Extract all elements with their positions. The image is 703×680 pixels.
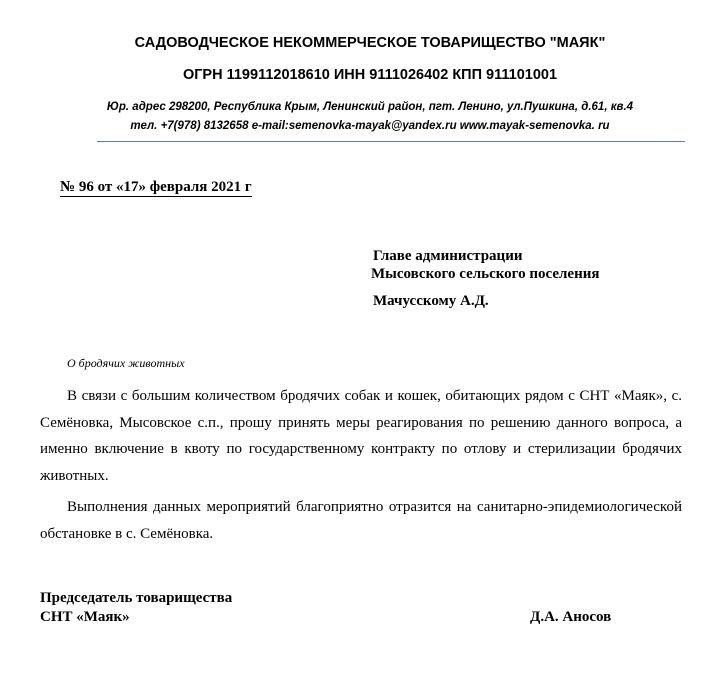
signature-organization: СНТ «Маяк»: [40, 609, 130, 625]
signature-title: Председатель товарищества: [40, 590, 233, 606]
document-number-date: № 96 от «17» февраля 2021 г: [60, 179, 252, 195]
signature-name: Д.А. Аносов: [530, 609, 612, 625]
addressee-name: Мачусскому А.Д.: [373, 293, 489, 309]
body-paragraph-1: В связи с большим количеством бродячих собак и кошек, обитающих рядом с СНТ «Маяк», с. Семёновка, Мысовское с.п., прошу принять меры реагирования по решению данного вопроса, а именно включение в квоту по государственному контракту по отлову и стерилизации бродячих животных.: [40, 388, 682, 484]
addressee-position: Главе администрации: [373, 248, 523, 264]
letterhead-org-name: САДОВОДЧЕСКОЕ НЕКОММЕРЧЕСКОЕ ТОВАРИЩЕСТВО "МАЯК": [134, 35, 606, 51]
body-paragraph-2: Выполнения данных мероприятий благоприятно отразится на санитарно-эпидемиологической обстановке в с. Семёновка.: [40, 499, 682, 542]
document-subject: О бродячих животных: [67, 356, 185, 370]
letterhead-registration-ids: ОГРН 1199112018610 ИНН 9111026402 КПП 911101001: [182, 67, 558, 83]
addressee-organization: Мысовского сельского поселения: [371, 266, 600, 282]
letterhead-legal-address: Юр. адрес 298200, Республика Крым, Ленинский район, пгт. Ленино, ул.Пушкина, д.61, кв.4: [106, 101, 634, 113]
letterhead-contacts: тел. +7(978) 8132658 e-mail:semenovka-mayak@yandex.ru www.mayak-semenovka. ru: [130, 120, 610, 132]
letterhead-divider: [97, 141, 685, 142]
